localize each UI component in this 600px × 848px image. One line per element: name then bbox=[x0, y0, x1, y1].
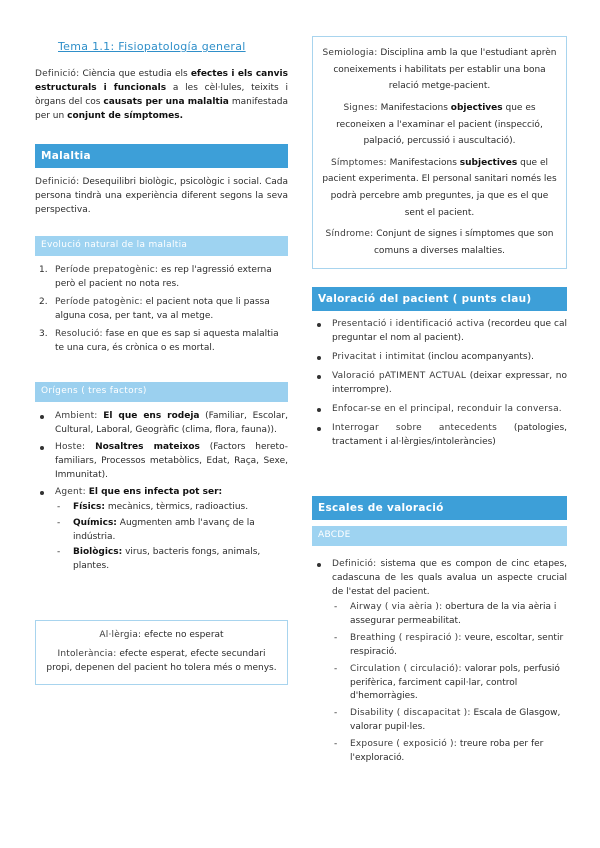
abcde-text: treure roba per fer l'exploració. bbox=[350, 739, 544, 764]
evolucio-term: Resolució: bbox=[55, 328, 103, 339]
definicio-text3: manifestada per un bbox=[35, 96, 288, 121]
escales-header: Escales de valoració bbox=[312, 496, 567, 520]
simptomes-bold: subjectives bbox=[459, 157, 518, 168]
valoracio-item bbox=[312, 403, 567, 417]
simptomes-line bbox=[321, 155, 558, 222]
evolucio-term: Període prepatogènic: bbox=[55, 265, 159, 275]
simptomes-text1: Manifestacions bbox=[389, 157, 457, 168]
valoracio-text: (patologies, tractament i al·lèrgies/intoleràncies) bbox=[332, 422, 567, 447]
sindrome-term: Síndrome: bbox=[325, 229, 374, 240]
evolucio-num: 1. bbox=[39, 265, 48, 275]
signes-text2: que es reconeixen a l'examinar el pacient (inspecció, palpació, percussió i auscultació). bbox=[336, 102, 543, 147]
valoracio-text: (inclou acompanyants). bbox=[427, 351, 534, 362]
valoracio-term: Enfocar-se en el principal, reconduir la conversa. bbox=[332, 403, 562, 414]
agent-sub-text: virus, bacteris fongs, animals, plantes. bbox=[73, 547, 261, 572]
evolucio-item bbox=[35, 296, 288, 324]
abcde-text: veure, escoltar, sentir respiració. bbox=[350, 632, 564, 657]
abcde-header: ABCDE bbox=[312, 526, 567, 546]
alergia-text: efecte no esperat bbox=[144, 630, 224, 640]
alergia-line bbox=[44, 629, 279, 643]
agent-bold: El que ens infecta pot ser: bbox=[88, 486, 223, 497]
abcde-term: Airway ( via aèria ): bbox=[350, 601, 443, 612]
definicio-label: Definició: bbox=[35, 69, 80, 79]
abcde-item bbox=[332, 632, 567, 660]
valoracio-item bbox=[312, 351, 567, 365]
abcde-item bbox=[332, 738, 567, 766]
simptomes-text2: que el pacient experimenta. El personal sanitari només les podrà percebre amb preguntes, ja que es el que sent el pacient. bbox=[322, 157, 557, 218]
abcde-text: obertura de la via aèria i assegurar permeabilitat. bbox=[350, 601, 557, 626]
valoracio-term: Presentació i identificació activa bbox=[332, 319, 485, 329]
malaltia-def-label: Definició: bbox=[35, 177, 80, 187]
signes-term: Signes: bbox=[343, 102, 378, 113]
valoracio-item bbox=[312, 422, 567, 450]
hoste-text: (Factors hereto-familiars, Processos metabòlics, Edat, Raça, Sexe, Immunitat). bbox=[55, 441, 288, 480]
evolucio-item bbox=[35, 264, 288, 292]
abcde-text: Escala de Glasgow, valorar pupil·les. bbox=[350, 708, 561, 733]
abcde-item bbox=[332, 663, 567, 705]
valoracio-term: Interrogar sobre antecedents bbox=[332, 422, 498, 433]
evolucio-term: Període patogènic: bbox=[55, 296, 143, 307]
sindrome-line bbox=[321, 226, 558, 259]
intolerancia-term: Intolerància: bbox=[57, 648, 117, 659]
agent-sub-item bbox=[55, 517, 288, 545]
abcde-item bbox=[332, 707, 567, 735]
evolucio-text: es rep l'agressió externa però el pacient no nota res. bbox=[55, 265, 272, 289]
evolucio-item bbox=[35, 328, 288, 356]
semiologia-term: Semiologia: bbox=[322, 48, 378, 58]
semiologia-line bbox=[321, 45, 558, 95]
definicio-bold2: causats per una malaltia bbox=[103, 96, 229, 107]
evolucio-text: el pacient nota que li passa alguna cosa, per tant, va al metge. bbox=[55, 296, 270, 321]
agent-sublist bbox=[55, 501, 288, 575]
agent-sub-text: Augmenten amb l'avanç de la indústria. bbox=[73, 517, 255, 542]
signes-line bbox=[321, 100, 558, 150]
ambient-bold: El que ens rodeja bbox=[103, 411, 200, 421]
malaltia-header: Malaltia bbox=[35, 144, 288, 168]
alergia-box bbox=[35, 620, 288, 685]
valoracio-term: Privacitat i intimitat bbox=[332, 351, 426, 362]
agent-sub-bold: Físics: bbox=[73, 501, 105, 512]
abcde-term: Circulation ( circulació): bbox=[350, 663, 462, 674]
ambient-term: Ambient: bbox=[55, 411, 98, 421]
valoracio-text: (recordeu que cal preguntar el nom al pacient). bbox=[332, 319, 567, 343]
ambient-text: (Familiar, Escolar, Cultural, Laboral, Geogràfic (clima, flora, fauna)). bbox=[55, 411, 288, 435]
origens-header: Orígens ( tres factors) bbox=[35, 382, 288, 402]
valoracio-item bbox=[312, 318, 567, 346]
escales-list bbox=[312, 558, 567, 769]
abcde-term: Exposure ( exposició ): bbox=[350, 739, 457, 750]
valoracio-text: (deixar expressar, no interrompre). bbox=[332, 370, 567, 395]
intolerancia-text: efecte esperat, efecte secundari propi, depenen del pacient ho tolera més o menys. bbox=[46, 648, 277, 673]
definicio-text1: Ciència que estudia els bbox=[82, 69, 188, 79]
semiologia-box bbox=[312, 36, 567, 269]
definicio-text2: a les cèl·lules, teixits i òrgans del cos bbox=[35, 82, 288, 107]
evolucio-list bbox=[35, 264, 288, 360]
sindrome-text: Conjunt de signes i símptomes que son comuns a diverses malalties. bbox=[373, 229, 554, 257]
alergia-term: Al·lèrgia: bbox=[99, 630, 142, 640]
valoracio-list bbox=[312, 318, 567, 453]
agent-sub-item bbox=[55, 546, 288, 574]
escales-definicio bbox=[312, 558, 567, 766]
evolucio-num: 2. bbox=[39, 296, 48, 307]
evolucio-text: fase en que es sap si aquesta malaltia te una cura, és crònica o es mortal. bbox=[55, 328, 279, 353]
origens-item-agent bbox=[35, 486, 288, 575]
valoracio-term: Valoració pATIMENT ACTUAL bbox=[332, 370, 467, 381]
evolucio-header: Evolució natural de la malaltia bbox=[35, 236, 288, 256]
abcde-sublist bbox=[332, 601, 567, 766]
abcde-text: valorar pols, perfusió perifèrica, farciment capil·lar, control d'hemorràgies. bbox=[350, 663, 560, 702]
abcde-term: Disability ( discapacitat ): bbox=[350, 708, 471, 719]
definicio-bold1: efectes i els canvis estructurals i funcionals bbox=[35, 69, 288, 93]
agent-sub-item bbox=[55, 501, 288, 515]
definicio-paragraph bbox=[35, 68, 288, 124]
intolerancia-line bbox=[44, 648, 279, 676]
agent-sub-bold: Químics: bbox=[73, 517, 117, 528]
evolucio-num: 3. bbox=[39, 328, 48, 339]
escales-def-text: sistema que es compon de cinc etapes, cadascuna de les quals avalua un aspecte crucial de l'estat del pacient. bbox=[332, 559, 567, 597]
abcde-term: Breathing ( respiració ): bbox=[350, 632, 462, 643]
valoracio-header: Valoració del pacient ( punts clau) bbox=[312, 287, 567, 311]
definicio-bold3: conjunt de símptomes. bbox=[67, 110, 184, 121]
hoste-term: Hoste: bbox=[55, 441, 86, 452]
agent-term: Agent: bbox=[55, 486, 86, 497]
agent-sub-text: mecànics, tèrmics, radioactius. bbox=[107, 501, 249, 512]
origens-item-hoste bbox=[35, 441, 288, 483]
hoste-bold: Nosaltres mateixos bbox=[95, 441, 200, 452]
agent-sub-bold: Biològics: bbox=[73, 547, 123, 558]
semiologia-text: Disciplina amb la que l'estudiant aprèn coneixements i habilitats per establir una bona relació metge-pacient. bbox=[333, 48, 557, 92]
abcde-item bbox=[332, 601, 567, 629]
malaltia-def-text: Desequilibri biològic, psicològic i social. Cada persona tindrà una experiència diferent segons la seva perspectiva. bbox=[35, 177, 288, 215]
valoracio-item bbox=[312, 370, 567, 398]
simptomes-term: Símptomes: bbox=[331, 157, 387, 168]
page-title: Tema 1.1: Fisiopatología general bbox=[58, 40, 246, 53]
origens-list bbox=[35, 410, 288, 577]
malaltia-definicio bbox=[35, 176, 288, 218]
origens-item-ambient bbox=[35, 410, 288, 438]
signes-text1: Manifestacions bbox=[380, 102, 448, 113]
escales-def-term: Definició: bbox=[332, 559, 377, 569]
signes-bold: objectives bbox=[450, 102, 503, 113]
